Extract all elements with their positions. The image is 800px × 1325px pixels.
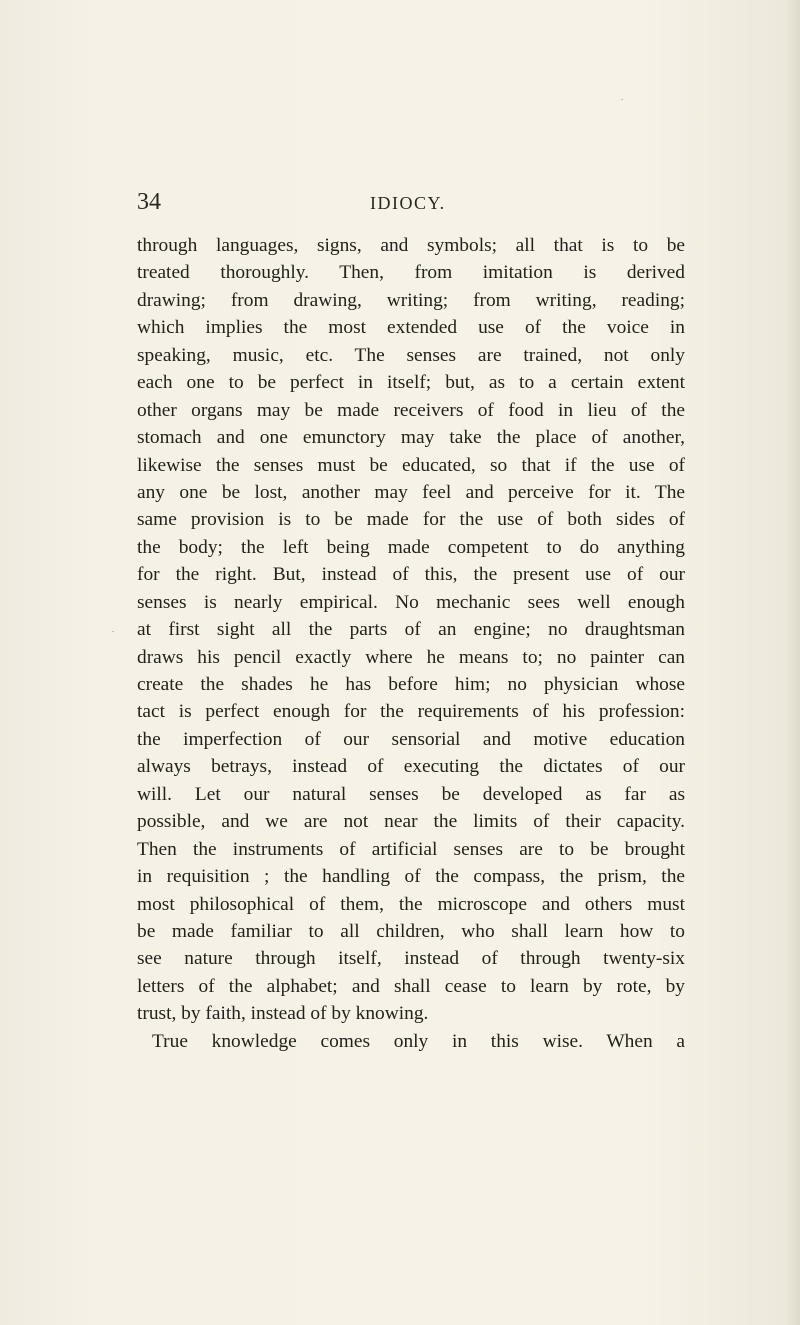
page-number: 34 — [137, 189, 161, 215]
text-line: for the right. But, instead of this, the present use of our — [137, 564, 685, 586]
text-line: draws his pencil exactly where he means to; no painter can — [137, 646, 685, 668]
text-line: Then the instruments of artificial senses are to be brought — [137, 838, 685, 860]
paper-speck: ⸳ — [112, 626, 115, 635]
text-line: drawing; from drawing, writing; from writing, reading; — [137, 289, 685, 311]
running-head — [137, 187, 685, 217]
text-line: each one to be perfect in itself; but, as to a certain extent — [137, 372, 685, 394]
text-line: treated thoroughly. Then, from imitation is derived — [137, 262, 685, 284]
text-line: the imperfection of our sensorial and motive education — [137, 728, 685, 750]
text-line: see nature through itself, instead of through twenty-six — [137, 948, 685, 970]
text-line: trust, by faith, instead of by knowing. — [137, 1003, 429, 1025]
text-line: possible, and we are not near the limits of their capacity. — [137, 811, 685, 833]
text-line: letters of the alphabet; and shall cease to learn by rote, by — [137, 975, 685, 997]
text-line: create the shades he has before him; no physician whose — [137, 674, 685, 695]
text-line: other organs may be made receivers of food in lieu of the — [137, 399, 685, 421]
text-line: True knowledge comes only in this wise. When a — [152, 1030, 685, 1052]
page-edge-shadow — [786, 0, 800, 1325]
paper-speck: ⸳ — [621, 94, 624, 103]
text-line: stomach and one emunctory may take the place of another, — [137, 427, 685, 449]
text-line: the body; the left being made competent to do anything — [137, 536, 685, 558]
text-line: will. Let our natural senses be developed as far as — [137, 783, 685, 805]
text-line: likewise the senses must be educated, so that if the use of — [137, 454, 685, 476]
text-line: tact is perfect enough for the requirements of his profession: — [137, 701, 685, 723]
text-line: same provision is to be made for the use of both sides of — [137, 509, 685, 531]
text-line: most philosophical of them, the microscope and others must — [137, 893, 685, 915]
text-line: through languages, signs, and symbols; all that is to be — [137, 235, 685, 256]
text-line: senses is nearly empirical. No mechanic sees well enough — [137, 591, 685, 613]
text-line: at first sight all the parts of an engine; no draughtsman — [137, 619, 685, 641]
text-line: which implies the most extended use of the voice in — [137, 317, 685, 339]
text-line: be made familiar to all children, who shall learn how to — [137, 920, 685, 942]
text-line: in requisition ; the handling of the compass, the prism, the — [137, 866, 685, 888]
running-title: IDIOCY. — [370, 193, 446, 213]
text-line: any one be lost, another may feel and perceive for it. The — [137, 481, 685, 503]
text-line: always betrays, instead of executing the dictates of our — [137, 756, 685, 778]
text-line: speaking, music, etc. The senses are trained, not only — [137, 344, 685, 366]
body-text — [137, 232, 685, 1055]
